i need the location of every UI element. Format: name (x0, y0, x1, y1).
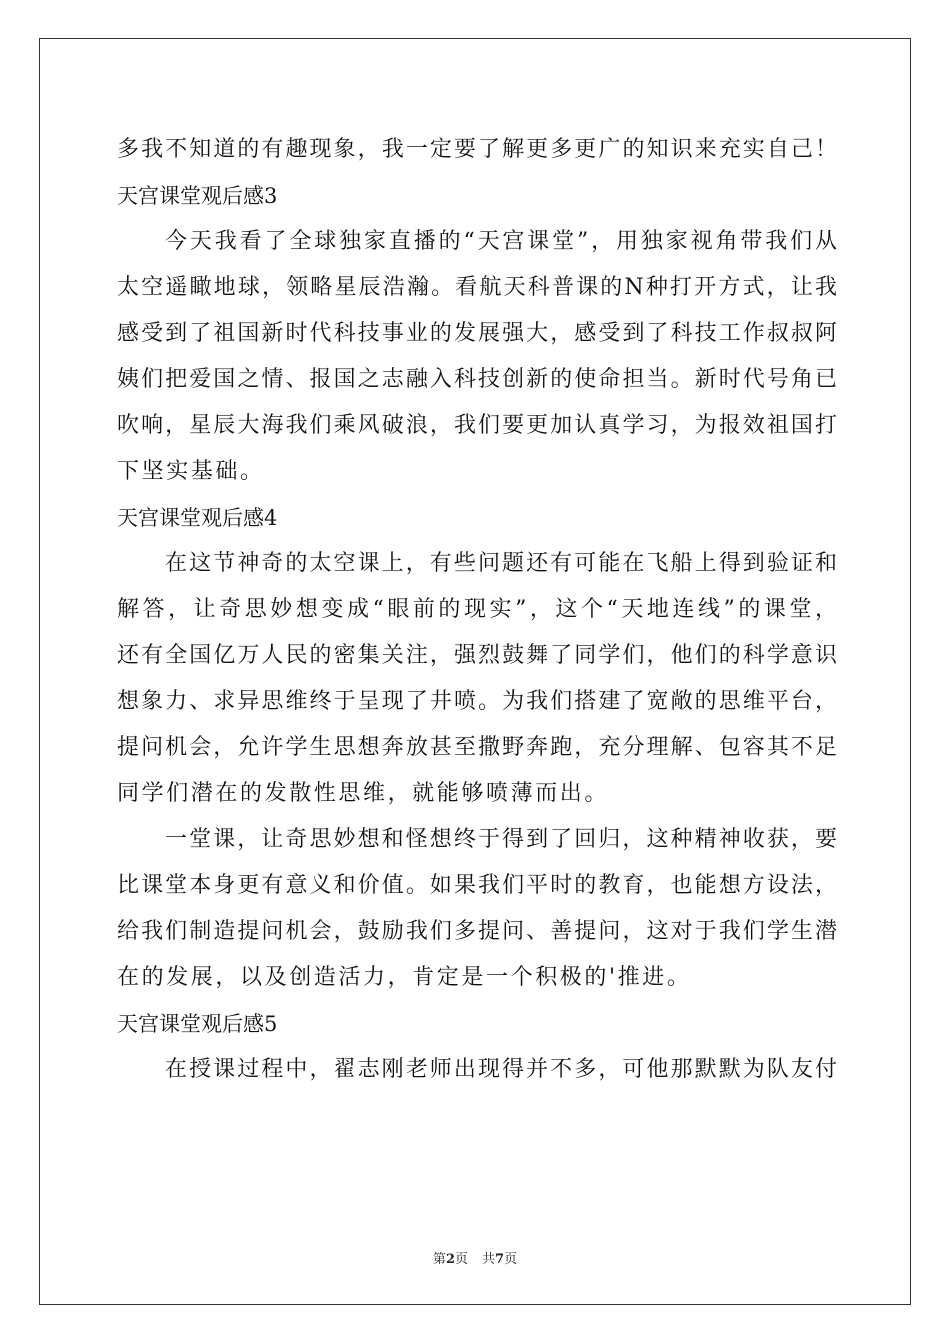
body-line: 解答，让奇思妙想变成“眼前的现实”，这个“天地连线”的课堂， (117, 597, 837, 622)
page-suffix: 页 (454, 1252, 468, 1267)
body-line: 给我们制造提问机会，鼓励我们多提问、善提问，这对于我们学生潜 (117, 919, 837, 944)
body-line: 想象力、求异思维终于呈现了井喷。为我们搭建了宽敞的思维平台， (117, 689, 837, 714)
body-line: 在的发展，以及创造活力，肯定是一个积极的'推进。 (117, 965, 692, 990)
body-line: 提问机会，允许学生思想奔放甚至撒野奔跑，充分理解、包容其不足 (117, 735, 837, 760)
body-line: 在授课过程中，翟志刚老师出现得并不多，可他那默默为队友付 (165, 1057, 837, 1082)
page-footer (0, 1248, 950, 1267)
body-line: 吹响，星辰大海我们乘风破浪，我们要更加认真学习，为报效祖国打 (117, 413, 837, 438)
body-line: 感受到了祖国新时代科技事业的发展强大，感受到了科技工作叔叔阿 (117, 321, 837, 346)
body-line: 同学们潜在的发散性思维，就能够喷薄而出。 (117, 781, 610, 806)
section-heading-3: 天宫课堂观后感3 (117, 184, 278, 208)
section-heading-5: 天宫课堂观后感5 (117, 1012, 278, 1036)
body-line: 在这节神奇的太空课上，有些问题还有可能在飞船上得到验证和 (165, 551, 837, 576)
page-current: 2 (445, 1252, 455, 1267)
total-suffix: 页 (504, 1252, 518, 1267)
document-body (117, 127, 837, 1093)
section-heading-4: 天宫课堂观后感4 (117, 506, 278, 530)
body-line: 多我不知道的有趣现象，我一定要了解更多更广的知识来充实自己！ (117, 137, 837, 162)
body-line: 比课堂本身更有意义和价值。如果我们平时的教育，也能想方设法， (117, 873, 837, 898)
body-line: 今天我看了全球独家直播的“天宫课堂”，用独家视角带我们从 (165, 229, 837, 254)
total-prefix: 共 (482, 1252, 496, 1267)
body-line: 姨们把爱国之情、报国之志融入科技创新的使命担当。新时代号角已 (117, 367, 837, 392)
body-line: 一堂课，让奇思妙想和怪想终于得到了回归，这种精神收获，要 (165, 827, 837, 852)
page-prefix: 第 (432, 1252, 446, 1267)
body-line: 下坚实基础。 (117, 459, 265, 484)
body-line: 还有全国亿万人民的密集关注，强烈鼓舞了同学们，他们的科学意识 (117, 643, 837, 668)
page-total: 7 (495, 1252, 505, 1267)
body-line: 太空遥瞰地球，领略星辰浩瀚。看航天科普课的N种打开方式，让我 (117, 275, 837, 300)
